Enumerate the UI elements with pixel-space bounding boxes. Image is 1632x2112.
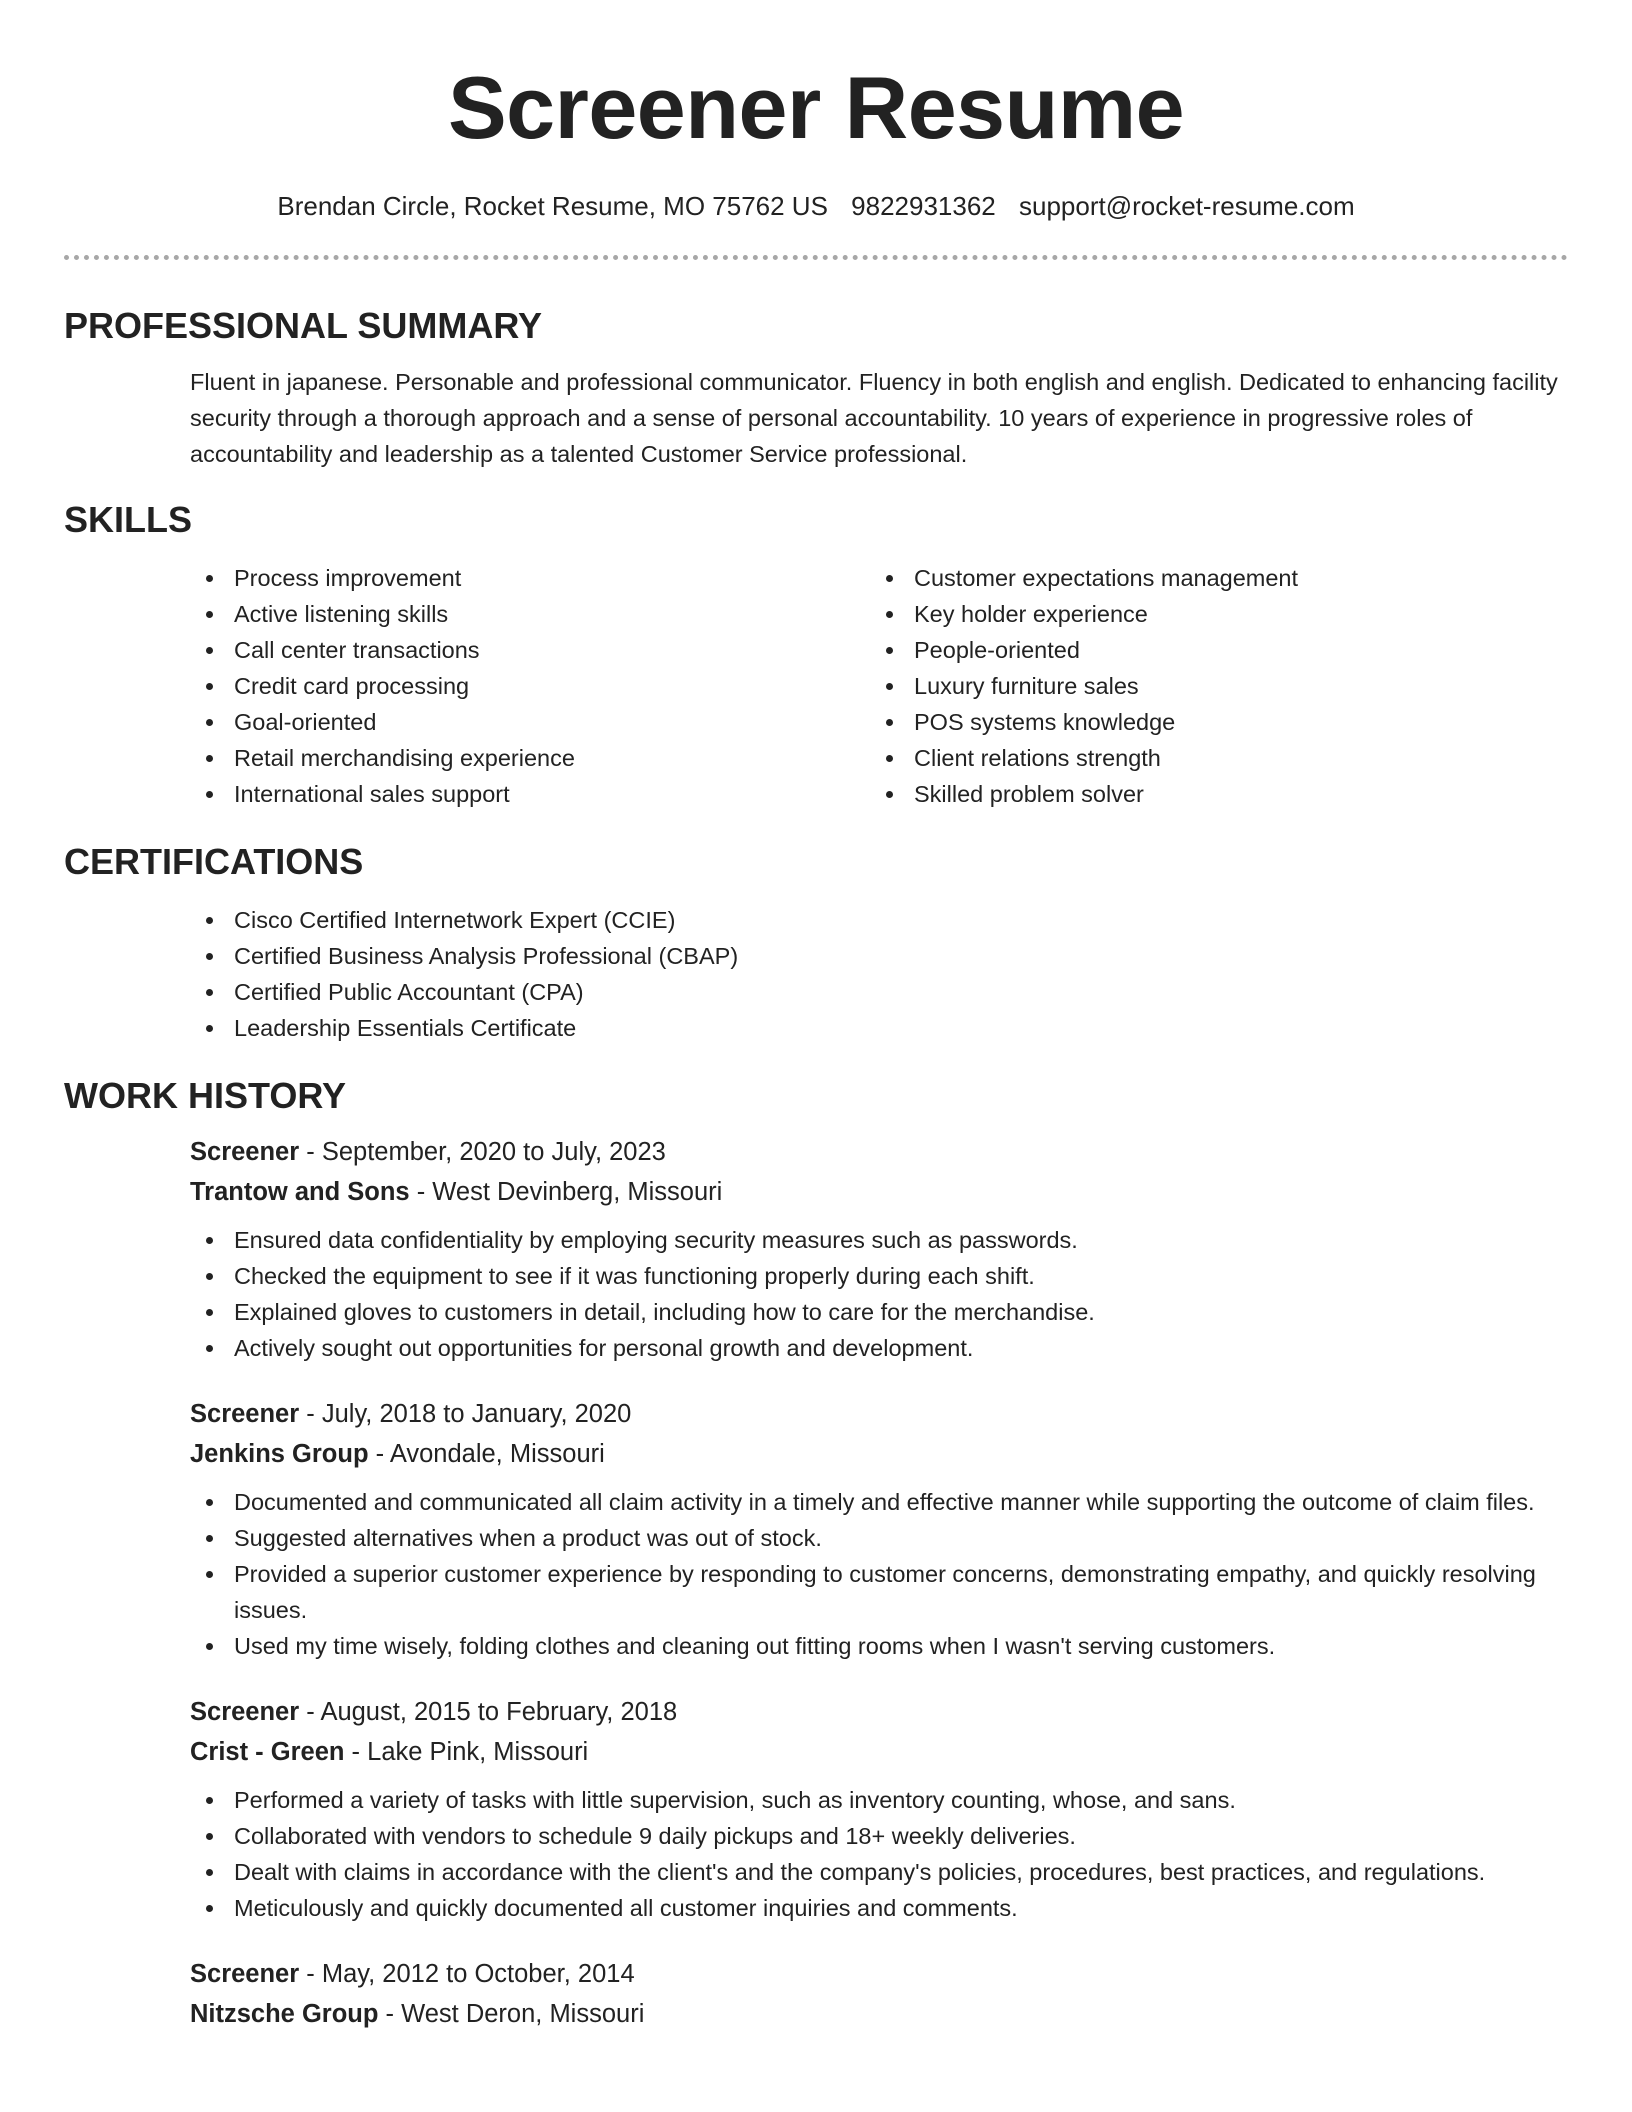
skills-list-left	[190, 560, 870, 812]
skills-grid	[190, 560, 1568, 812]
job-duty: Actively sought out opportunities for personal growth and development.	[190, 1330, 1568, 1366]
certifications-list	[190, 902, 1568, 1046]
job-title: Screener	[190, 1138, 300, 1166]
job-duty: Suggested alternatives when a product was out of stock.	[190, 1520, 1568, 1556]
work-history-section	[64, 1074, 1568, 2034]
job-duty: Provided a superior customer experience by responding to customer concerns, demonstrating empathy, and quickly resolving issues.	[190, 1556, 1568, 1628]
resume-name: Screener Resume	[447, 58, 1185, 157]
skill-item: Client relations strength	[870, 740, 1550, 776]
job-company-line: Jenkins Group - Avondale, Missouri	[190, 1440, 605, 1468]
header-divider	[64, 255, 1568, 260]
certifications-title: CERTIFICATIONS	[64, 841, 364, 882]
skill-item: People-oriented	[870, 632, 1550, 668]
job-duty: Checked the equipment to see if it was functioning properly during each shift.	[190, 1258, 1568, 1294]
contact-email: support@rocket-resume.com	[1019, 191, 1355, 221]
job-duties	[190, 1484, 1568, 1664]
job-duties	[190, 1782, 1568, 1926]
job-title-line: Screener - September, 2020 to July, 2023	[190, 1138, 666, 1166]
certification-item: Leadership Essentials Certificate	[190, 1010, 1568, 1046]
skills-list-right	[870, 560, 1550, 812]
job-company-line: Nitzsche Group - West Deron, Missouri	[190, 2000, 645, 2028]
skill-item: Luxury furniture sales	[870, 668, 1550, 704]
skills-column-right	[870, 560, 1550, 812]
skill-item: POS systems knowledge	[870, 704, 1550, 740]
job-company-line: Trantow and Sons - West Devinberg, Missouri	[190, 1178, 723, 1206]
job-location: West Devinberg, Missouri	[432, 1178, 723, 1206]
job-duty: Explained gloves to customers in detail, including how to care for the merchandise.	[190, 1294, 1568, 1330]
work-history-title: WORK HISTORY	[64, 1075, 347, 1116]
job-duty: Documented and communicated all claim activity in a timely and effective manner while supporting the outcome of claim files.	[190, 1484, 1568, 1520]
job-dates: July, 2018 to January, 2020	[321, 1400, 632, 1428]
certifications-section	[64, 840, 1568, 1046]
contact-line	[0, 190, 1632, 222]
skills-column-left	[190, 560, 870, 812]
skills-section	[64, 498, 1568, 812]
job-entry	[190, 1132, 1568, 1366]
job-duty: Meticulously and quickly documented all customer inquiries and comments.	[190, 1890, 1568, 1926]
contact-address: Brendan Circle, Rocket Resume, MO 75762 US	[277, 191, 828, 221]
job-company: Jenkins Group	[190, 1440, 369, 1468]
job-dates: August, 2015 to February, 2018	[320, 1698, 678, 1726]
job-location: Lake Pink, Missouri	[367, 1738, 589, 1766]
certification-item: Certified Business Analysis Professional (CBAP)	[190, 938, 1568, 974]
skill-item: Credit card processing	[190, 668, 870, 704]
summary-text: Fluent in japanese. Personable and professional communicator. Fluency in both english and english. Dedicated to enhancing facility security through a thorough approach and a sense of personal accountability. 10 years of experience in progressive roles of accountability and leadership as a talented Customer Service professional.	[190, 369, 1558, 467]
skill-item: Skilled problem solver	[870, 776, 1550, 812]
summary-section	[64, 304, 1568, 472]
job-title-line: Screener - August, 2015 to February, 2018	[190, 1698, 678, 1726]
skill-item: Process improvement	[190, 560, 870, 596]
skill-item: Retail merchandising experience	[190, 740, 870, 776]
job-company: Crist - Green	[190, 1738, 345, 1766]
skill-item: Key holder experience	[870, 596, 1550, 632]
skill-item: Goal-oriented	[190, 704, 870, 740]
job-duty: Performed a variety of tasks with little supervision, such as inventory counting, whose, and sans.	[190, 1782, 1568, 1818]
skill-item: International sales support	[190, 776, 870, 812]
job-title-line: Screener - July, 2018 to January, 2020	[190, 1400, 632, 1428]
job-title-line: Screener - May, 2012 to October, 2014	[190, 1960, 635, 1988]
job-company: Trantow and Sons	[190, 1178, 410, 1206]
certification-item: Cisco Certified Internetwork Expert (CCIE)	[190, 902, 1568, 938]
contact-phone: 9822931362	[851, 191, 996, 221]
skill-item: Customer expectations management	[870, 560, 1550, 596]
job-title: Screener	[190, 1960, 300, 1988]
job-entry	[190, 1692, 1568, 1926]
job-duty: Ensured data confidentiality by employing security measures such as passwords.	[190, 1222, 1568, 1258]
job-duties	[190, 1222, 1568, 1366]
job-dates: May, 2012 to October, 2014	[321, 1960, 635, 1988]
job-entry	[190, 1954, 1568, 2034]
job-title: Screener	[190, 1698, 300, 1726]
job-duty: Used my time wisely, folding clothes and cleaning out fitting rooms when I wasn't serving customers.	[190, 1628, 1568, 1664]
skill-item: Active listening skills	[190, 596, 870, 632]
job-company-line: Crist - Green - Lake Pink, Missouri	[190, 1738, 589, 1766]
certification-item: Certified Public Accountant (CPA)	[190, 974, 1568, 1010]
job-location: West Deron, Missouri	[401, 2000, 645, 2028]
job-entry	[190, 1394, 1568, 1664]
job-title: Screener	[190, 1400, 300, 1428]
job-duty: Dealt with claims in accordance with the client's and the company's policies, procedures, best practices, and regulations.	[190, 1854, 1568, 1890]
summary-title: PROFESSIONAL SUMMARY	[64, 305, 543, 346]
job-company: Nitzsche Group	[190, 2000, 379, 2028]
job-location: Avondale, Missouri	[389, 1440, 605, 1468]
job-duty: Collaborated with vendors to schedule 9 daily pickups and 18+ weekly deliveries.	[190, 1818, 1568, 1854]
skills-title: SKILLS	[64, 499, 193, 540]
skill-item: Call center transactions	[190, 632, 870, 668]
job-dates: September, 2020 to July, 2023	[321, 1138, 666, 1166]
